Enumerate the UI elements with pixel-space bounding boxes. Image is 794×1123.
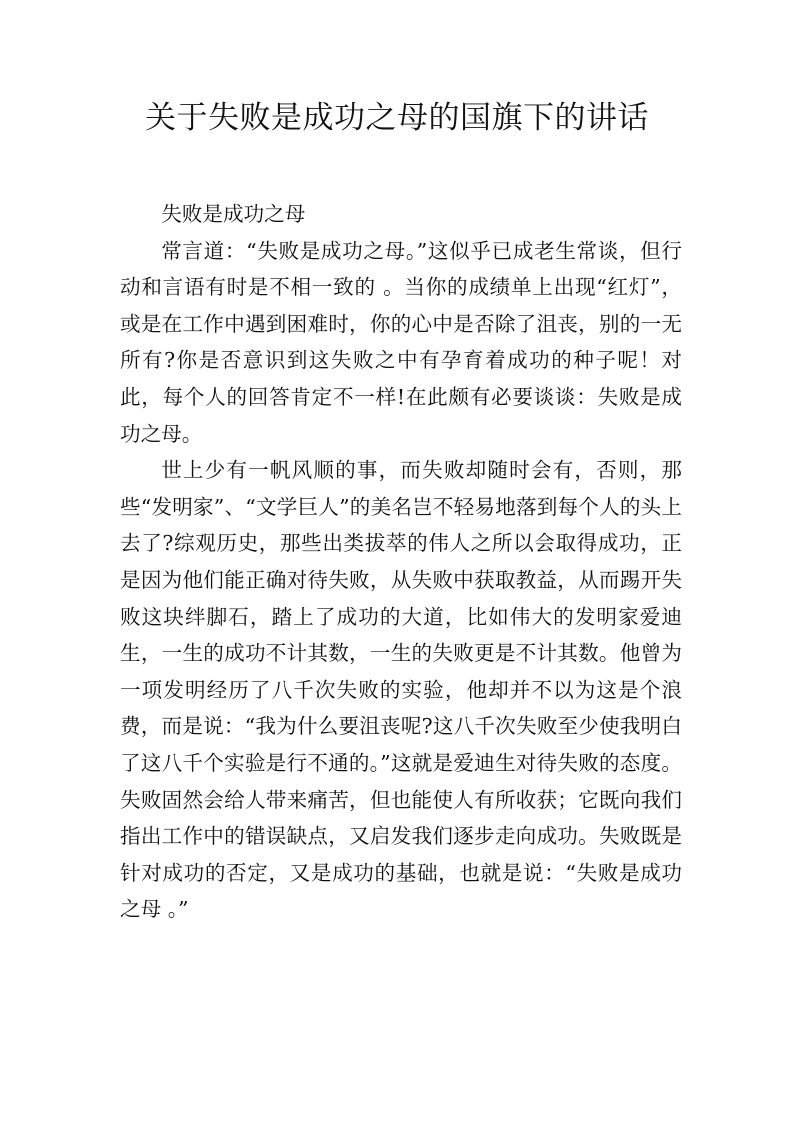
body-paragraph: 世上少有一帆风顺的事，而失败却随时会有，否则，那些“发明家”、“文学巨人”的美名岂不轻易地落到每个人的头上去了?综观历史，那些出类拔萃的伟人之所以会取得成功，正是因为他们能正确对待失败，从失败中获取教益，从而踢开失败这块绊脚石，踏上了成功的大道，比如伟大的发明家爱迪生，一生的成功不计其数，一生的失败更是不计其数。他曾为一项发明经历了八千次失败的实验，他却并不以为这是个浪费，而是说：“我为什么要沮丧呢?这八千次失败至少使我明白了这八千个实验是行不通的。”这就是爱迪生对待失败的态度。失败固然会给人带来痛苦，但也能使人有所收获；它既向我们指出工作中的错误缺点，又启发我们逐步走向成功。失败既是针对成功的否定，又是成功的基础，也就是说：“失败是成功之母 。” [120,458,682,922]
document-body [120,196,682,928]
body-paragraph: 常言道：“失败是成功之母。”这似乎已成老生常谈，但行动和言语有时是不相一致的 。当你的成绩单上出现“红灯”，或是在工作中遇到困难时，你的心中是否除了沮丧，别的一无所有?你是否意识到这失败之中有孕育着成功的种子呢！对此，每个人的回答肯定不一样!在此颇有必要谈谈：失败是成功之母。 [120,238,682,446]
subtitle-paragraph: 失败是成功之母 [161,202,306,226]
document-title: 关于失败是成功之母的国旗下的讲话 [145,100,649,136]
